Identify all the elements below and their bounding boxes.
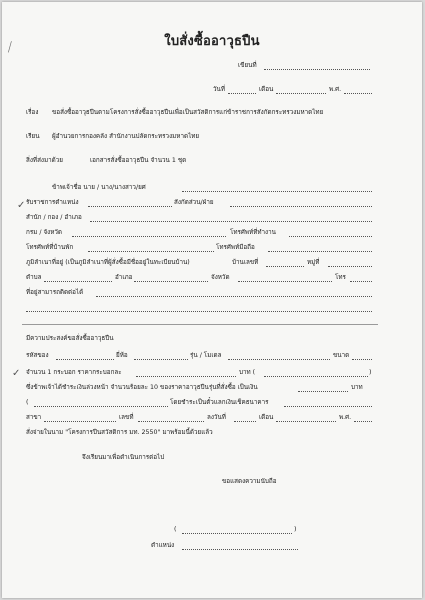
payment-words-open: ( [26,399,29,406]
code-label: รหัสของ [26,352,49,359]
bank-field[interactable] [284,406,372,407]
applicant-name-field[interactable] [182,191,372,192]
attachment-label: สิ่งที่ส่งมาด้วย [26,157,63,164]
year-label: พ.ศ. [329,86,342,93]
order-form-page [2,2,422,598]
brand-field[interactable] [134,359,188,360]
margin-check-mark-2: ✓ [12,368,21,379]
unit-price-baht-label: บาท ( [239,369,256,376]
tel-label: โทร [335,274,346,281]
signer-position-field[interactable] [182,549,298,550]
subject-text: ขอสั่งซื้ออาวุธปืนตามโครงการสั่งซื้ออาวุธปืนเพื่อเป็นสวัสดิการแก่ข้าราชการสังกัดกระทรวงมหาดไทย [52,109,324,116]
payment-text: ซึ่งข้าพเจ้าได้ชำระเงินล่วงหน้า จำนวนร้อยละ 10 ของราคาอาวุธปืนรุ่นที่สั่งซื้อ เป็นเงิน [26,384,258,391]
month-label: เดือน [259,86,274,93]
cheque-number-field[interactable] [138,421,204,422]
date-field[interactable] [228,93,256,94]
size-field[interactable] [352,359,372,360]
code-field[interactable] [56,359,114,360]
work-phone-field[interactable] [289,236,372,237]
section-divider [22,324,378,325]
payment-baht-label: บาท [351,384,363,391]
district-label: อำเภอ [115,274,133,281]
corner-pen-mark: ⟋ [3,38,17,56]
house-no-label: บ้านเลขที่ [232,259,259,266]
house-no-field[interactable] [266,266,304,267]
contact-address-field-2[interactable] [26,311,372,312]
moo-label: หมู่ที่ [307,259,320,266]
contact-address-field[interactable] [96,296,372,297]
model-label: รุ่น / โมเดล [190,352,222,359]
size-label: ขนาด [333,352,350,359]
unit-price-words-field[interactable] [264,376,368,377]
date-label: วันที่ [213,86,225,93]
province-field[interactable] [238,281,332,282]
unit-price-field[interactable] [136,376,236,377]
district-field[interactable] [134,281,208,282]
work-phone-label: โทรศัพท์ที่ทำงาน [230,229,276,236]
home-phone-label: โทรศัพท์ที่บ้านพัก [26,244,74,251]
office-label: สำนัก / กอง / อำเภอ [26,214,82,221]
signature-close: ) [294,526,297,533]
contact-address-label: ที่อยู่สามารถติดต่อได้ [26,289,84,296]
payment-amount-field[interactable] [298,391,348,392]
payment-words-field[interactable] [34,406,168,407]
written-at-label: เขียนที่ [238,62,257,69]
position-field[interactable] [88,206,172,207]
domicile-label: ภูมิลำเนาที่อยู่ (เป็นภูมิลำเนาที่ผู้สั่งซื้อมีชื่ออยู่ในทะเบียนบ้าน) [26,259,190,266]
subdistrict-label: ตำบล [26,274,42,281]
mobile-label: โทรศัพท์มือถือ [216,244,255,251]
to-label: เรียน [26,133,40,140]
province-label: จังหวัด [211,274,230,281]
ministry-label: กรม / จังหวัด [26,229,63,236]
tel-field[interactable] [350,281,372,282]
subject-label: เรื่อง [26,109,39,116]
subdistrict-field[interactable] [44,281,112,282]
office-field[interactable] [90,221,372,222]
margin-check-mark: ✓ [17,200,26,211]
signature-name-field[interactable] [182,533,292,534]
position-label: รับราชการตำแหน่ง [26,199,79,206]
attachment-text: เอกสารสั่งซื้ออาวุธปืน จำนวน 1 ชุด [90,157,187,164]
brand-label: ยี่ห้อ [116,352,128,359]
month-field[interactable] [276,93,326,94]
payee-text: สั่งจ่ายในนาม "โครงการปืนสวัสดิการ มท. 2550" มาพร้อมนี้ด้วยแล้ว [26,429,213,436]
branch-label: สาขา [26,414,42,421]
division-field[interactable] [230,206,372,207]
cheque-date-label: ลงวันที่ [207,414,226,421]
moo-field[interactable] [328,266,372,267]
cheque-year-field[interactable] [354,421,372,422]
written-at-field[interactable] [264,69,370,70]
applicant-name-label: ข้าพเจ้าชื่อ นาย / นาง/นางสาว/ยศ [52,184,146,191]
cheque-text: โดยชำระเป็นตั๋วแลกเงินเช็คธนาคาร [170,399,269,406]
mobile-field[interactable] [268,251,372,252]
signature-open: ( [174,526,177,533]
model-field[interactable] [228,359,330,360]
cheque-number-label: เลขที่ [119,414,134,421]
division-label: สังกัดส่วน/ฝ่าย [174,199,214,206]
cheque-month-field[interactable] [276,421,336,422]
ministry-field[interactable] [72,236,226,237]
cheque-year-label: พ.ศ. [339,414,352,421]
home-phone-field[interactable] [88,251,214,252]
year-field[interactable] [344,93,372,94]
to-text: ผู้อำนวยการกองคลัง สำนักงานปลัดกระทรวงมหาดไทย [52,133,200,140]
cheque-month-label: เดือน [259,414,274,421]
branch-field[interactable] [44,421,116,422]
cheque-date-field[interactable] [234,421,256,422]
signer-position-label: ตำแหน่ง [151,542,175,549]
quantity-label: จำนวน 1 กระบอก ราคากระบอกละ [26,369,122,376]
order-intent-label: มีความประสงค์ขอสั่งซื้ออาวุธปืน [26,335,114,342]
unit-price-close: ) [369,369,372,376]
closing-request-text: จึงเรียนมาเพื่อดำเนินการต่อไป [82,454,165,461]
page-title: ใบสั่งซื้ออาวุธปืน [164,34,260,49]
closing-regards-text: ขอแสดงความนับถือ [222,478,277,485]
